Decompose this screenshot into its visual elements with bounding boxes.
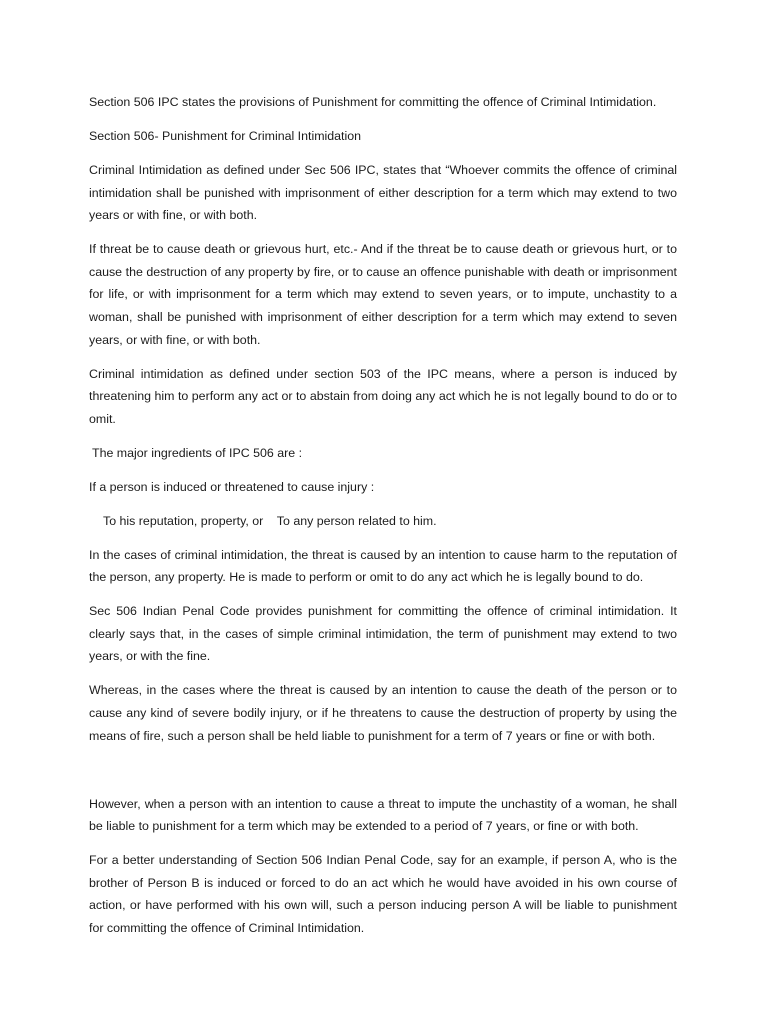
punishment-paragraph: Sec 506 Indian Penal Code provides punishment for committing the offence of criminal intimidation. It clearly says that, in the cases of simple criminal intimidation, the term of punishment may extend to two years, or with the fine.	[89, 604, 677, 664]
threat-paragraph: If threat be to cause death or grievous hurt, etc.- And if the threat be to cause death or grievous hurt, or to cause the destruction of any property by fire, or to cause an offence punishable with death or imprisonment for life, or with imprisonment for a term which may extend to seven years, or to impute, unchastity to a woman, shall be punished with imprisonment of either description for a term which may extend to seven years, or with fine, or with both.	[89, 242, 677, 347]
unchastity-paragraph: However, when a person with an intention to cause a threat to impute the unchastity of a woman, he shall be liable to punishment for a term which may be extended to a period of 7 years, or fine or with both.	[89, 796, 677, 834]
example-paragraph: For a better understanding of Section 506 Indian Penal Code, say for an example, if person A, who is the brother of Person B is induced or forced to do an act which he would have avoided in his own course of action, or have performed with his own will, such a person inducing person A will be liable to punishment for committing the offence of Criminal Intimidation.	[89, 853, 677, 935]
intro-paragraph: Section 506 IPC states the provisions of Punishment for committing the offence of Criminal Intimidation.	[89, 95, 657, 109]
paragraph-gap	[89, 759, 677, 793]
section-heading: Section 506- Punishment for Criminal Intimidation	[89, 128, 362, 143]
document-body	[89, 91, 677, 951]
threat-intention-paragraph: In the cases of criminal intimidation, the threat is caused by an intention to cause harm to the reputation of the person, any property. He is made to perform or omit to do any act which he is legally bound to do.	[89, 547, 677, 585]
ingredients-heading: The major ingredients of IPC 506 are :	[92, 445, 303, 460]
severe-threat-paragraph: Whereas, in the cases where the threat is caused by an intention to cause the death of the person or to cause any kind of severe bodily injury, or if he threatens to cause the destruction of property by using the means of fire, such a person shall be held liable to punishment for a term of 7 years or fine or with both.	[89, 683, 677, 743]
section-503-paragraph: Criminal intimidation as defined under section 503 of the IPC means, where a person is induced by threatening him to perform any act or to abstain from doing any act which he is not legally bound to do or to omit.	[89, 366, 677, 426]
ingredients-intro: If a person is induced or threatened to cause injury :	[89, 479, 375, 494]
ingredients-list: To his reputation, property, or To any person related to him.	[103, 513, 437, 528]
definition-paragraph: Criminal Intimidation as defined under Sec 506 IPC, states that “Whoever commits the offence of criminal intimidation shall be punished with imprisonment of either description for a term which may extend to two years or with fine, or with both.	[89, 162, 677, 223]
